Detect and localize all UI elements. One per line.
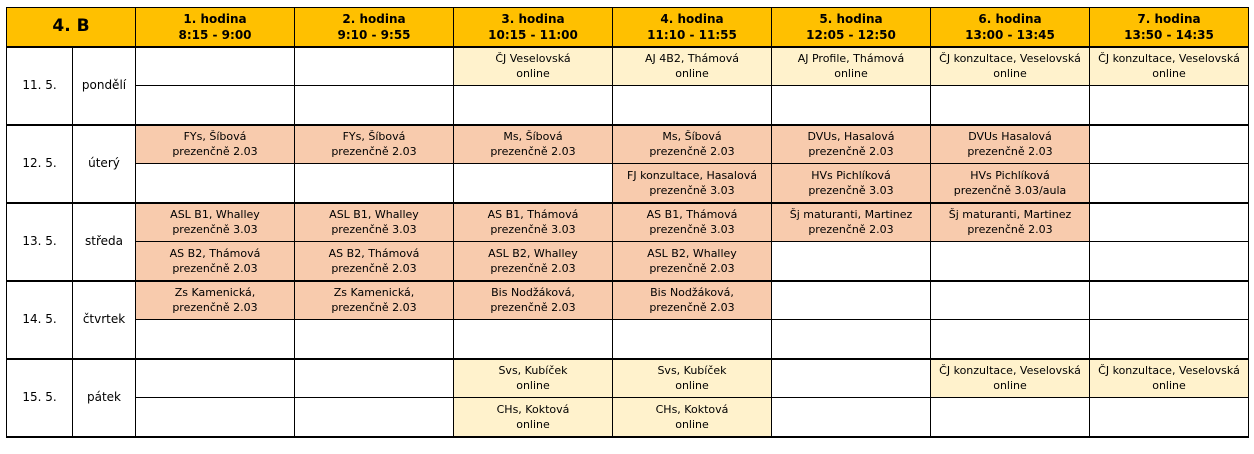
class-title: 4. B — [7, 8, 136, 47]
lesson-subject: Svs, Kubíček — [657, 364, 727, 378]
lesson-location: prezenčně 2.03 — [172, 145, 258, 159]
lesson-location: prezenčně 2.03 — [808, 223, 894, 237]
empty-slot — [1090, 320, 1249, 359]
lesson-location: online — [516, 417, 550, 431]
lesson-subject: AJ Profile, Thámová — [797, 52, 905, 66]
empty-slot — [613, 320, 772, 359]
header-row — [7, 8, 1249, 47]
lesson-location: prezenčně 2.03 — [490, 145, 576, 159]
lesson-cell — [772, 164, 931, 203]
lesson-subject: CHs, Koktová — [496, 402, 570, 416]
empty-slot — [136, 320, 295, 359]
lesson-subject: Šj maturanti, Martinez — [789, 208, 913, 222]
lesson-location: prezenčně 2.03 — [331, 145, 417, 159]
lesson-location: prezenčně 3.03/aula — [953, 183, 1067, 197]
period-header — [454, 8, 613, 47]
lesson-location: online — [675, 67, 709, 81]
empty-slot — [295, 164, 454, 203]
lesson-subject: Ms, Šíbová — [503, 130, 563, 144]
day-row — [7, 203, 1249, 242]
lesson-subject: HVs Pichlíková — [970, 168, 1050, 182]
lesson-location: prezenčně 3.03 — [490, 223, 576, 237]
timetable — [6, 7, 1249, 438]
lesson-location: online — [834, 67, 868, 81]
empty-slot — [772, 242, 931, 281]
lesson-cell — [613, 242, 772, 281]
empty-slot — [931, 86, 1090, 125]
day-row — [7, 242, 1249, 281]
lesson-location: prezenčně 2.03 — [331, 261, 417, 275]
period-time: 13:50 - 14:35 — [1124, 27, 1214, 42]
lesson-cell — [454, 125, 613, 164]
lesson-cell — [613, 164, 772, 203]
empty-slot — [1090, 242, 1249, 281]
lesson-subject: AJ 4B2, Thámová — [645, 52, 739, 66]
lesson-cell — [295, 242, 454, 281]
period-name: 6. hodina — [978, 11, 1042, 26]
lesson-cell — [931, 203, 1090, 242]
lesson-cell — [454, 242, 613, 281]
lesson-subject: Bis Nodžáková, — [491, 286, 575, 300]
lesson-location: prezenčně 2.03 — [649, 145, 735, 159]
empty-slot — [772, 320, 931, 359]
date-cell: 12. 5. — [7, 125, 73, 203]
lesson-subject: ČJ Veselovská — [495, 52, 571, 66]
lesson-subject: ČJ konzultace, Veselovská — [1098, 52, 1240, 66]
period-time: 9:10 - 9:55 — [337, 27, 411, 42]
lesson-subject: ASL B1, Whalley — [329, 208, 419, 222]
lesson-cell — [454, 398, 613, 437]
lesson-cell — [136, 281, 295, 320]
day-row — [7, 398, 1249, 437]
empty-slot — [772, 398, 931, 437]
date-cell: 14. 5. — [7, 281, 73, 359]
lesson-location: online — [675, 379, 709, 393]
date-cell: 13. 5. — [7, 203, 73, 281]
empty-slot — [295, 86, 454, 125]
period-header — [613, 8, 772, 47]
timetable-sheet — [6, 7, 1249, 438]
lesson-cell — [454, 203, 613, 242]
empty-slot — [136, 164, 295, 203]
day-row — [7, 125, 1249, 164]
lesson-subject: AS B1, Thámová — [646, 208, 738, 222]
lesson-location: prezenčně 2.03 — [172, 301, 258, 315]
weekday-cell: čtvrtek — [73, 281, 136, 359]
day-row — [7, 281, 1249, 320]
lesson-location: prezenčně 2.03 — [172, 261, 258, 275]
lesson-subject: Zs Kamenická, — [174, 286, 256, 300]
lesson-subject: FYs, Šíbová — [342, 130, 406, 144]
empty-slot — [454, 320, 613, 359]
lesson-subject: Svs, Kubíček — [498, 364, 568, 378]
weekday-cell: úterý — [73, 125, 136, 203]
lesson-cell — [772, 203, 931, 242]
period-header — [295, 8, 454, 47]
empty-slot — [136, 47, 295, 86]
lesson-cell — [454, 281, 613, 320]
lesson-subject: ASL B2, Whalley — [488, 246, 578, 260]
empty-slot — [1090, 398, 1249, 437]
period-name: 1. hodina — [183, 11, 247, 26]
lesson-subject: ČJ konzultace, Veselovská — [939, 364, 1081, 378]
date-cell: 15. 5. — [7, 359, 73, 437]
period-header — [136, 8, 295, 47]
lesson-subject: DVUs Hasalová — [968, 130, 1052, 144]
lesson-cell — [136, 125, 295, 164]
lesson-location: prezenčně 2.03 — [967, 145, 1053, 159]
lesson-subject: AS B1, Thámová — [487, 208, 579, 222]
lesson-location: online — [993, 379, 1027, 393]
lesson-subject: Ms, Šíbová — [662, 130, 722, 144]
lesson-cell — [1090, 47, 1249, 86]
lesson-cell — [931, 47, 1090, 86]
lesson-cell — [931, 359, 1090, 398]
empty-slot — [931, 320, 1090, 359]
lesson-cell — [1090, 359, 1249, 398]
period-time: 8:15 - 9:00 — [178, 27, 252, 42]
lesson-cell — [772, 125, 931, 164]
empty-slot — [931, 281, 1090, 320]
lesson-subject: Bis Nodžáková, — [650, 286, 734, 300]
lesson-location: online — [675, 417, 709, 431]
lesson-subject: HVs Pichlíková — [811, 168, 891, 182]
lesson-cell — [613, 203, 772, 242]
empty-slot — [1090, 164, 1249, 203]
lesson-subject: AS B2, Thámová — [328, 246, 420, 260]
weekday-cell: středa — [73, 203, 136, 281]
lesson-location: prezenčně 2.03 — [331, 301, 417, 315]
lesson-location: prezenčně 3.03 — [331, 223, 417, 237]
empty-slot — [613, 86, 772, 125]
day-row — [7, 359, 1249, 398]
lesson-subject: Zs Kamenická, — [333, 286, 415, 300]
empty-slot — [931, 242, 1090, 281]
period-time: 10:15 - 11:00 — [488, 27, 578, 42]
lesson-cell — [295, 281, 454, 320]
lesson-location: online — [516, 67, 550, 81]
lesson-cell — [772, 47, 931, 86]
period-name: 5. hodina — [819, 11, 883, 26]
lesson-cell — [613, 398, 772, 437]
lesson-location: prezenčně 2.03 — [967, 223, 1053, 237]
period-header — [772, 8, 931, 47]
weekday-cell: pátek — [73, 359, 136, 437]
lesson-location: prezenčně 3.03 — [649, 223, 735, 237]
empty-slot — [136, 398, 295, 437]
lesson-subject: AS B2, Thámová — [169, 246, 261, 260]
empty-slot — [1090, 86, 1249, 125]
lesson-cell — [931, 164, 1090, 203]
lesson-location: prezenčně 2.03 — [490, 301, 576, 315]
lesson-location: prezenčně 2.03 — [808, 145, 894, 159]
lesson-subject: Šj maturanti, Martinez — [948, 208, 1072, 222]
lesson-subject: ASL B2, Whalley — [647, 246, 737, 260]
lesson-location: prezenčně 2.03 — [490, 261, 576, 275]
empty-slot — [136, 86, 295, 125]
lesson-location: online — [516, 379, 550, 393]
date-cell: 11. 5. — [7, 47, 73, 125]
lesson-location: prezenčně 3.03 — [649, 183, 735, 197]
lesson-cell — [136, 242, 295, 281]
empty-slot — [772, 281, 931, 320]
period-header — [1090, 8, 1249, 47]
lesson-cell — [613, 125, 772, 164]
empty-slot — [454, 164, 613, 203]
day-row — [7, 86, 1249, 125]
empty-slot — [295, 398, 454, 437]
empty-slot — [136, 359, 295, 398]
lesson-cell — [454, 359, 613, 398]
period-name: 4. hodina — [660, 11, 724, 26]
lesson-location: online — [993, 67, 1027, 81]
lesson-subject: ČJ konzultace, Veselovská — [1098, 364, 1240, 378]
lesson-location: prezenčně 3.03 — [808, 183, 894, 197]
empty-slot — [772, 359, 931, 398]
lesson-subject: ČJ konzultace, Veselovská — [939, 52, 1081, 66]
day-row — [7, 164, 1249, 203]
empty-slot — [1090, 281, 1249, 320]
period-name: 3. hodina — [501, 11, 565, 26]
lesson-subject: CHs, Koktová — [655, 402, 729, 416]
lesson-cell — [295, 203, 454, 242]
empty-slot — [295, 320, 454, 359]
lesson-location: online — [1152, 379, 1186, 393]
lesson-subject: FJ konzultace, Hasalová — [627, 168, 757, 182]
empty-slot — [295, 47, 454, 86]
lesson-cell — [295, 125, 454, 164]
lesson-cell — [931, 125, 1090, 164]
lesson-subject: FYs, Šíbová — [183, 130, 247, 144]
period-name: 2. hodina — [342, 11, 406, 26]
empty-slot — [1090, 203, 1249, 242]
empty-slot — [931, 398, 1090, 437]
lesson-cell — [613, 359, 772, 398]
empty-slot — [454, 86, 613, 125]
period-header — [931, 8, 1090, 47]
lesson-location: prezenčně 3.03 — [172, 223, 258, 237]
day-row — [7, 320, 1249, 359]
period-time: 12:05 - 12:50 — [806, 27, 896, 42]
lesson-subject: DVUs, Hasalová — [807, 130, 895, 144]
weekday-cell: pondělí — [73, 47, 136, 125]
empty-slot — [295, 359, 454, 398]
lesson-subject: ASL B1, Whalley — [170, 208, 260, 222]
lesson-cell — [136, 203, 295, 242]
lesson-location: prezenčně 2.03 — [649, 261, 735, 275]
lesson-cell — [454, 47, 613, 86]
day-row — [7, 47, 1249, 86]
period-name: 7. hodina — [1137, 11, 1201, 26]
lesson-cell — [613, 281, 772, 320]
lesson-location: prezenčně 2.03 — [649, 301, 735, 315]
period-time: 11:10 - 11:55 — [647, 27, 737, 42]
period-time: 13:00 - 13:45 — [965, 27, 1055, 42]
lesson-cell — [613, 47, 772, 86]
empty-slot — [772, 86, 931, 125]
lesson-location: online — [1152, 67, 1186, 81]
empty-slot — [1090, 125, 1249, 164]
